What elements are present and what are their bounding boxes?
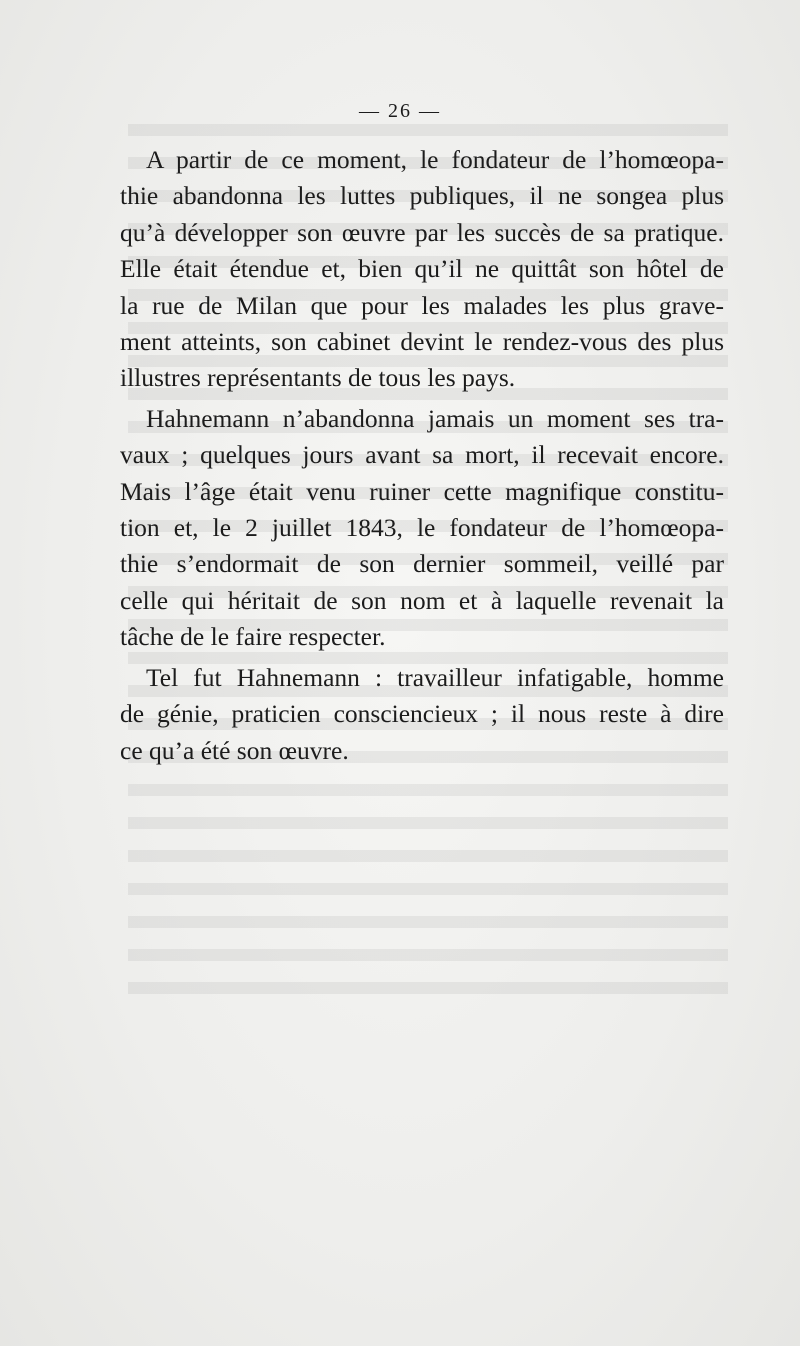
paragraph-3 (120, 660, 724, 769)
paragraph-1 (120, 142, 724, 397)
text-line: Mais l’âge était venu ruiner cette magnifique constitu- (120, 476, 724, 506)
body-text (120, 142, 724, 769)
text-line: thie s’endormait de son dernier sommeil, veillé par (120, 549, 724, 579)
text-line: celle qui héritait de son nom et à laquelle revenait la (120, 585, 724, 615)
text-line: ce qu’a été son œuvre. (120, 735, 349, 765)
text-line: vaux ; quelques jours avant sa mort, il recevait encore. (120, 440, 724, 470)
text-line: thie abandonna les luttes publiques, il ne songea plus (120, 181, 724, 211)
text-line: de génie, praticien consciencieux ; il nous reste à dire (120, 699, 724, 729)
text-line: ment atteints, son cabinet devint le rendez-vous des plus (120, 327, 724, 357)
paragraph-2 (120, 401, 724, 656)
text-line: illustres représentants de tous les pays. (120, 363, 516, 393)
text-line: A partir de ce moment, le fondateur de l’homœopa- (146, 145, 724, 174)
text-line: Elle était étendue et, bien qu’il ne quittât son hôtel de (120, 254, 724, 284)
text-line: Tel fut Hahnemann : travailleur infatigable, homme (146, 662, 724, 692)
text-line: la rue de Milan que pour les malades les plus grave- (120, 290, 724, 320)
text-line: Hahnemann n’abandonna jamais un moment ses tra- (146, 403, 724, 433)
text-line: tion et, le 2 juillet 1843, le fondateur de l’homœopa- (120, 513, 724, 543)
text-line: qu’à développer son œuvre par les succès de sa pratique. (120, 217, 724, 247)
text-line: tâche de le faire respecter. (120, 622, 386, 652)
page-number: — 26 — (359, 100, 441, 122)
